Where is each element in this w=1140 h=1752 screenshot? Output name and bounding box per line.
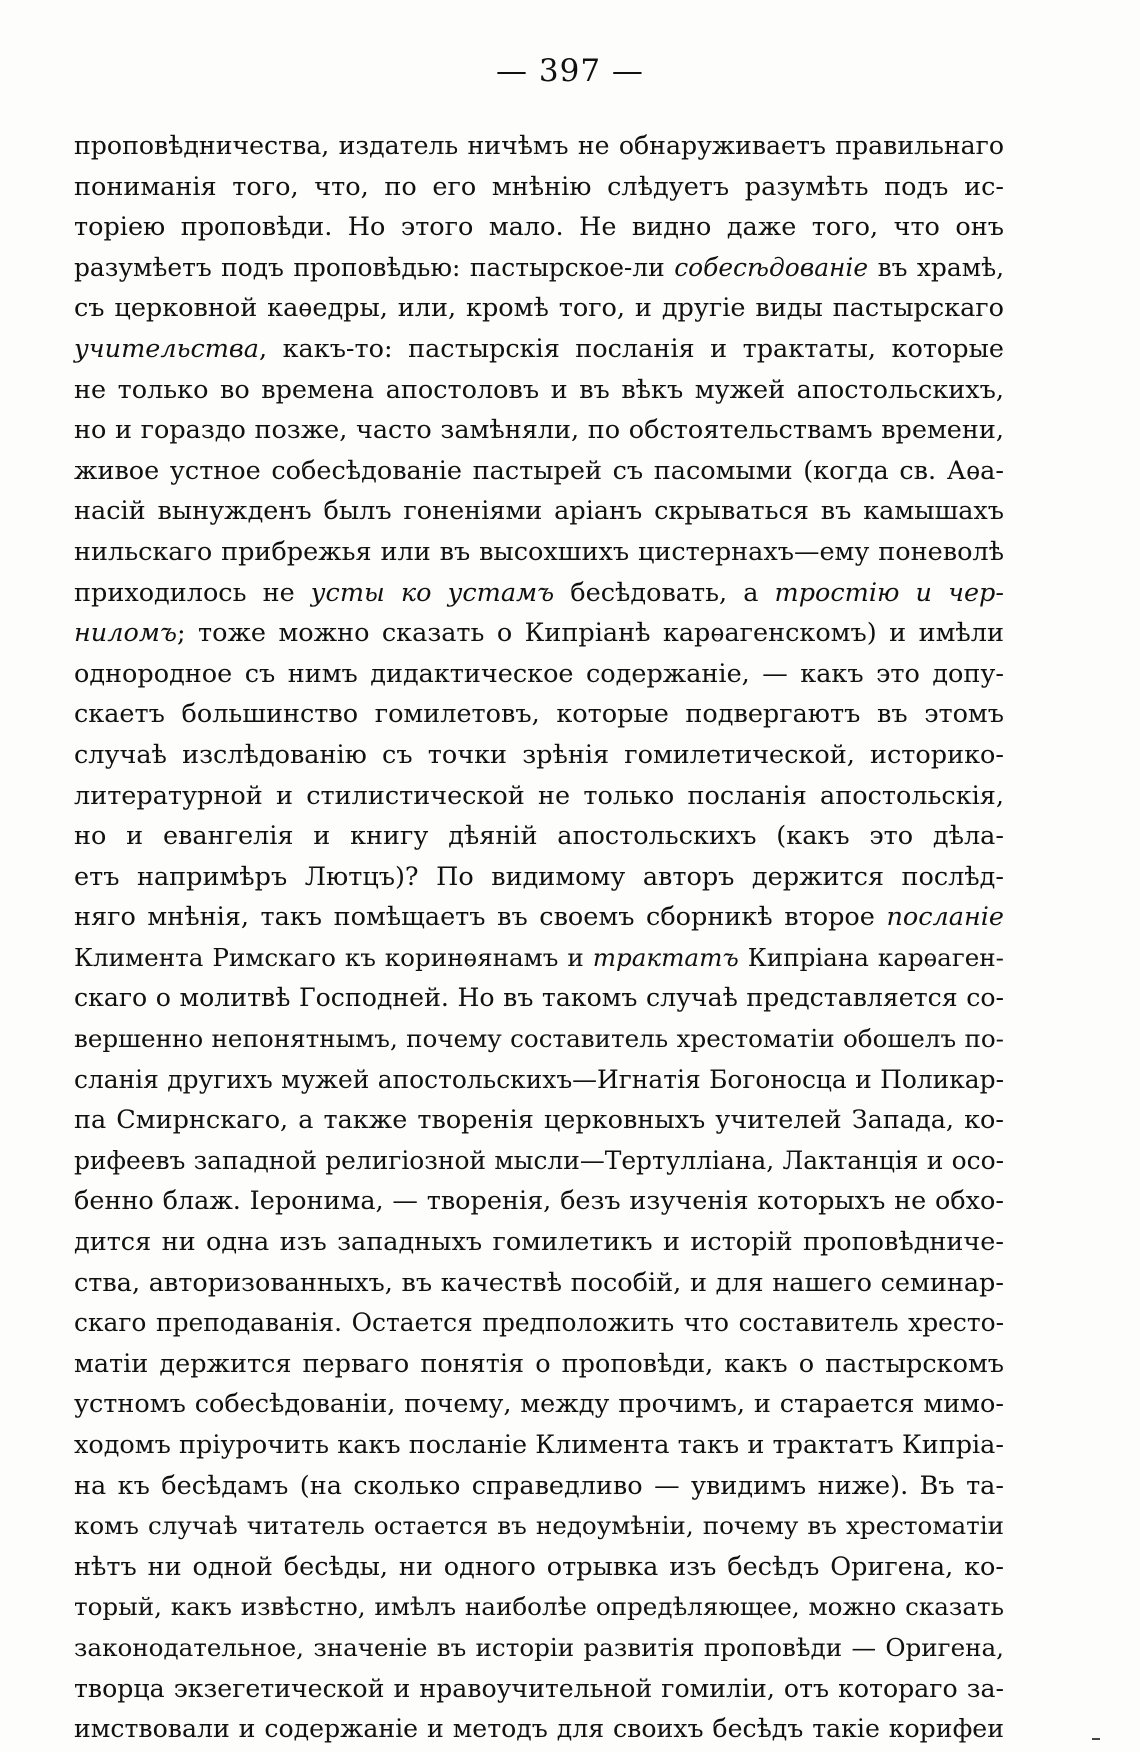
text-line: ходомъ пріурочить какъ посланіе Климента такъ и трактатъ Кипріа- xyxy=(74,1430,1004,1460)
text-line: разумѣетъ подъ проповѣдью: пастырское-ли собесѣдованіе въ храмѣ, xyxy=(74,252,1004,282)
text-line: нильскаго прибрежья или въ высохшихъ цистернахъ—ему поневолѣ xyxy=(74,536,1004,567)
text-line: случаѣ изслѣдованію съ точки зрѣнія гомилетической, историко- xyxy=(74,739,1004,770)
text-line: проповѣдничества, издатель ничѣмъ не обнаруживаетъ правильнаго xyxy=(74,131,1004,160)
text-line: бенно блаж. Іеронима, — творенія, безъ изученія которыхъ не обхо- xyxy=(74,1186,1004,1217)
text-line: законодательное, значеніе въ исторіи развитія проповѣди — Оригена, xyxy=(74,1632,1004,1662)
text-line: ниломъ; тоже можно сказать о Кипріанѣ карѳагенскомъ) и имѣли xyxy=(74,618,1004,649)
italic-phrase: собесѣдованіе xyxy=(674,252,869,282)
text-line: скаго преподаванія. Остается предположить что составитель хресто- xyxy=(74,1308,1004,1338)
text-line: имствовали и содержаніе и методъ для своихъ бесѣдъ такіе корифеи xyxy=(74,1714,1004,1744)
text-line: няго мнѣнія, такъ помѣщаетъ въ своемъ сборникѣ второе посланіе xyxy=(74,902,1004,933)
italic-phrase: ниломъ xyxy=(74,618,177,649)
text-line: сланія другихъ мужей апостольскихъ—Игнатія Богоносца и Поликар- xyxy=(74,1064,1004,1094)
text-line: вершенно непонятнымъ, почему составитель хрестоматіи обошелъ по- xyxy=(74,1024,1004,1054)
text-line: приходилось не усты ко устамъ бесѣдовать, а тростію и чер- xyxy=(74,577,1004,608)
italic-phrase: тростію и чер- xyxy=(774,577,1004,608)
text-line: литературной и стилистической не только посланія апостольскія, xyxy=(74,780,1004,811)
text-line: скаго о молитвѣ Господней. Но въ такомъ случаѣ представляется со- xyxy=(74,983,1004,1013)
text-line: торый, какъ извѣстно, имѣлъ наиболѣе опредѣляющее, можно сказать xyxy=(74,1592,1004,1622)
page-number: — 397 — xyxy=(496,53,644,89)
text-line: комъ случаѣ читатель остается въ недоумѣніи, почему въ хрестоматіи xyxy=(74,1511,1004,1541)
body-text xyxy=(74,126,1004,1750)
text-line: нѣтъ ни одной бесѣды, ни одного отрывка изъ бесѣдъ Оригена, ко- xyxy=(74,1551,1004,1582)
text-line: матіи держится перваго понятія о проповѣди, какъ о пастырскомъ xyxy=(74,1348,1004,1379)
italic-phrase: посланіе xyxy=(886,902,1004,933)
text-line: рифеевъ западной религіозной мысли—Тертулліана, Лактанція и осо- xyxy=(74,1145,1004,1175)
text-line: торіею проповѣди. Но этого мало. Не видно даже того, что онъ xyxy=(74,212,1004,243)
italic-phrase: усты ко устамъ xyxy=(310,577,555,608)
text-line: пониманія того, что, по его мнѣнію слѣдуетъ разумѣть подъ ис- xyxy=(74,171,1004,202)
italic-phrase: трактатъ xyxy=(592,942,739,972)
text-line: творца экзегетической и нравоучительной гомиліи, отъ котораго за- xyxy=(74,1673,1004,1703)
text-line: живое устное собесѣдованіе пастырей съ пасомыми (когда св. Аѳа- xyxy=(74,455,1004,486)
text-line: Климента Римскаго къ коринѳянамъ и трактатъ Кипріана карѳаген- xyxy=(74,942,1004,972)
text-line: насій вынужденъ былъ гоненіями аріанъ скрываться въ камышахъ xyxy=(74,496,1004,527)
text-line: на къ бесѣдамъ (на сколько справедливо — увидимъ ниже). Въ та- xyxy=(74,1470,1004,1501)
text-line: етъ напримѣръ Лютцъ)? По видимому авторъ держится послѣд- xyxy=(74,861,1004,892)
italic-phrase: учительства xyxy=(74,333,259,364)
text-line: не только во времена апостоловъ и въ вѣкъ мужей апостольскихъ, xyxy=(74,374,1004,405)
text-line: па Смирнскаго, а также творенія церковныхъ учителей Запада, ко- xyxy=(74,1105,1004,1136)
text-line: скаетъ большинство гомилетовъ, которые подвергаютъ въ этомъ xyxy=(74,699,1004,730)
text-line: устномъ собесѣдованіи, почему, между прочимъ, и старается мимо- xyxy=(74,1389,1004,1420)
text-line: однородное съ нимъ дидактическое содержаніе, — какъ это допу- xyxy=(74,658,1004,689)
text-line: но и гораздо позже, часто замѣняли, по обстоятельствамъ времени, xyxy=(74,415,1004,446)
text-line: съ церковной каѳедры, или, кромѣ того, и другіе виды пастырскаго xyxy=(74,293,1004,324)
text-line: ства, авторизованныхъ, въ качествѣ пособій, и для нашего семинар- xyxy=(74,1267,1004,1298)
margin-mark xyxy=(1092,1738,1100,1740)
text-line: учительства, какъ-то: пастырскія посланія и трактаты, которые xyxy=(74,333,1004,364)
text-line: но и евангелія и книгу дѣяній апостольскихъ (какъ это дѣла- xyxy=(74,821,1004,852)
text-line: дится ни одна изъ западныхъ гомилетикъ и исторій проповѣдниче- xyxy=(74,1227,1004,1258)
